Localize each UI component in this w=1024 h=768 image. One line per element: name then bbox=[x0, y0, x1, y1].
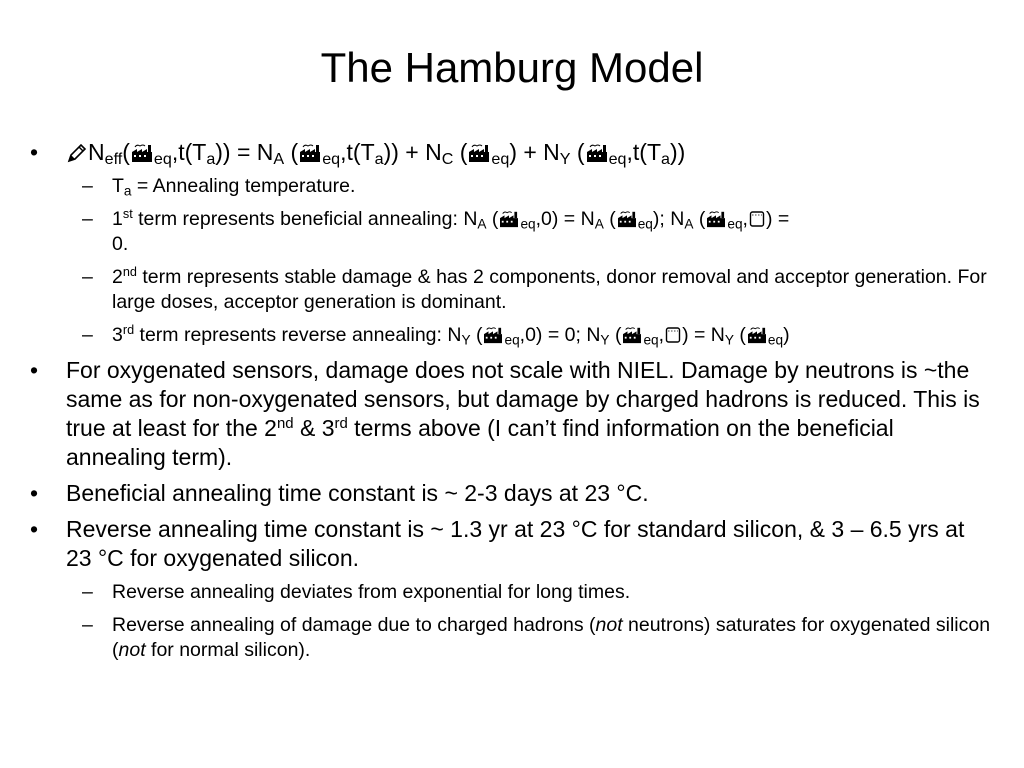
dash-marker: – bbox=[82, 175, 93, 197]
subbullet-annealing-temperature: – $T_a$ = Annealing temperature. bbox=[82, 175, 356, 199]
slide-title: The Hamburg Model bbox=[320, 44, 704, 91]
bullet-marker: • bbox=[30, 516, 39, 542]
empty-box-icon bbox=[665, 326, 681, 344]
subbullet-second-term: – 2nd term represents stable damage & has 2 components, donor removal and acceptor generation. For large doses, acceptor generation is dominant. bbox=[82, 265, 987, 313]
dash-marker: – bbox=[82, 324, 93, 346]
bullet-equation: • $N_{eff}$( $_{eq},t(T_a)) = N_A$ ( $_{eq},t(T_a)) + N_C$ ( $_{eq}) + N_Y$ ( $_{eq},t(T_a)$) bbox=[30, 139, 686, 169]
dash-marker: – bbox=[82, 614, 93, 636]
slide-content bbox=[30, 138, 995, 671]
subbullet-first-term: – 1st term represents beneficial annealing: $N_A$ ( $_{eq},0) = N_A$ ( $_{eq}$); $N_A$ ( $_{eq}$, ) = 0. bbox=[82, 207, 790, 255]
subbullet-charged-hadrons: – Reverse annealing of damage due to charged hadrons (not neutrons) saturates for oxygenated silicon (not for normal silicon). bbox=[82, 614, 991, 661]
bullet-marker: • bbox=[30, 480, 39, 506]
empty-box-icon bbox=[749, 210, 765, 228]
bullet-oxygenated-sensors: • For oxygenated sensors, damage does not scale with NIEL. Damage by neutrons is ~the same as for non-oxygenated sensors, but damage by charged hadrons is reduced. This is true at least for the 2nd & 3rd terms above (I can’t find information on the beneficial annealing term). bbox=[30, 357, 980, 470]
factory-icon bbox=[468, 143, 490, 163]
factory-icon bbox=[622, 326, 642, 344]
factory-icon bbox=[586, 143, 608, 163]
factory-icon bbox=[617, 210, 637, 228]
pencil-icon bbox=[67, 143, 87, 163]
factory-icon bbox=[131, 143, 153, 163]
factory-icon bbox=[483, 326, 503, 344]
subbullet-third-term: – 3rd term represents reverse annealing: $N_Y$ ( $_{eq}$,0) = 0; $N_Y$ ( $_{eq}$, ) = $N_Y$ ( $_{eq}$) bbox=[82, 323, 790, 348]
dash-marker: – bbox=[82, 581, 93, 603]
factory-icon bbox=[706, 210, 726, 228]
bullet-marker: • bbox=[30, 357, 39, 383]
dash-marker: – bbox=[82, 266, 93, 288]
subbullet-exponential-deviation: – Reverse annealing deviates from exponential for long times. bbox=[82, 581, 631, 603]
dash-marker: – bbox=[82, 208, 93, 230]
bullet-beneficial-annealing: • Beneficial annealing time constant is ~ 2-3 days at 23 °C. bbox=[30, 480, 649, 506]
factory-icon bbox=[499, 210, 519, 228]
bullet-marker: • bbox=[30, 139, 39, 165]
bullet-reverse-annealing: • Reverse annealing time constant is ~ 1.3 yr at 23 °C for standard silicon, & 3 – 6.5 yrs at 23 °C for oxygenated silicon. bbox=[30, 516, 965, 571]
factory-icon bbox=[747, 326, 767, 344]
factory-icon bbox=[299, 143, 321, 163]
